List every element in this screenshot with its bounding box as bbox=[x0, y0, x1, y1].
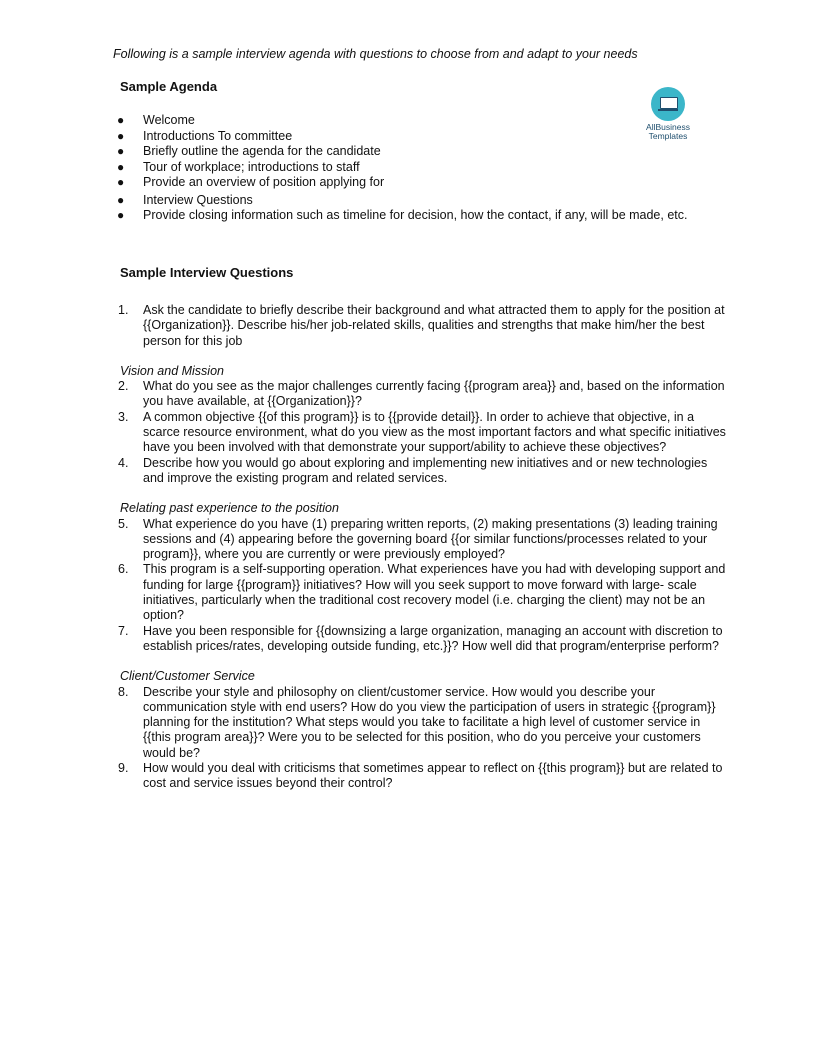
question-item: 9. How would you deal with criticisms that sometimes appear to reflect on {{this program}} but are related to cost and service issues beyond their control? bbox=[118, 761, 723, 791]
agenda-heading: Sample Agenda bbox=[120, 79, 218, 94]
section-label: Vision and Mission bbox=[120, 363, 224, 378]
bullet-icon: ● bbox=[117, 113, 125, 127]
section-label: Relating past experience to the position bbox=[120, 501, 339, 516]
questions-heading: Sample Interview Questions bbox=[120, 265, 294, 280]
questions-list bbox=[118, 303, 728, 792]
question-item: 2. What do you see as the major challenges currently facing {{program area}} and, based on the information you have available, at {{Organization}}? bbox=[118, 379, 725, 409]
bullet-icon: ● bbox=[117, 175, 125, 189]
question-item: 4. Describe how you would go about exploring and implementing new initiatives and or new technologies and improve the existing program and related services. bbox=[118, 455, 708, 485]
intro-text: Following is a sample interview agenda with questions to choose from and adapt to your needs bbox=[113, 47, 638, 61]
bullet-icon: ● bbox=[117, 192, 125, 207]
question-item: 5. What experience do you have (1) preparing written reports, (2) making presentations (3) leading training sessions and (4) appearing before the governing board {{or similar functions/processes related to your program}}, where you are currently or were previously employed? bbox=[118, 516, 718, 562]
bullet-icon: ● bbox=[117, 128, 125, 143]
question-item: 1. Ask the candidate to briefly describe their background and what attracted them to apply for the position at {{Organization}}. Describe his/her job-related skills, qualities and strengths that make him/her the best person for this job bbox=[118, 303, 725, 348]
question-item: 8. Describe your style and philosophy on client/customer service. How would you describe your communication style with end users? How do you view the participation of users in strategic {{program}} planning for the institution? What steps would you take to facilitate a high level of customer service in {{this program area}}? Were you to be selected for this position, who do you perceive your customers would be? bbox=[118, 684, 716, 760]
agenda-item: ● Interview Questions bbox=[117, 192, 253, 207]
bullet-icon: ● bbox=[117, 144, 125, 158]
section-label: Client/Customer Service bbox=[120, 669, 255, 684]
agenda-item: ● Provide an overview of position applying for bbox=[117, 175, 385, 189]
agenda-item: ● Tour of workplace; introductions to staff bbox=[117, 159, 360, 174]
agenda-item: ● Introductions To committee bbox=[117, 128, 293, 143]
agenda-item: ● Welcome bbox=[117, 113, 195, 127]
agenda-item: ● Provide closing information such as timeline for decision, how the contact, if any, will be made, etc. bbox=[117, 208, 688, 222]
bullet-icon: ● bbox=[117, 208, 125, 222]
agenda-list bbox=[117, 113, 727, 224]
bullet-icon: ● bbox=[117, 159, 125, 174]
question-item: 6. This program is a self-supporting operation. What experiences have you had with developing support and funding for large {{program}} initiatives? How will you seek support to move forward with large- scale initiatives, particularly when the traditional cost recovery model (i.e. charging the client) may not be an option? bbox=[118, 562, 726, 623]
agenda-item: ● Briefly outline the agenda for the candidate bbox=[117, 144, 381, 158]
logo-line-2: Templates bbox=[648, 131, 688, 141]
question-item: 3. A common objective {{of this program}} is to {{provide detail}}. In order to achieve that objective, in a scarce resource environment, what do you view as the most important factors and what specific initiatives have you been involved with that demonstrate your support/ability to achieve these objectives? bbox=[118, 409, 726, 455]
question-item: 7. Have you been responsible for {{downsizing a large organization, managing an account with discretion to establish prices/rates, developing outside funding, etc.}}? How well did that program/enterprise perform? bbox=[118, 623, 723, 653]
logo-line-1: AllBusiness bbox=[646, 122, 690, 132]
